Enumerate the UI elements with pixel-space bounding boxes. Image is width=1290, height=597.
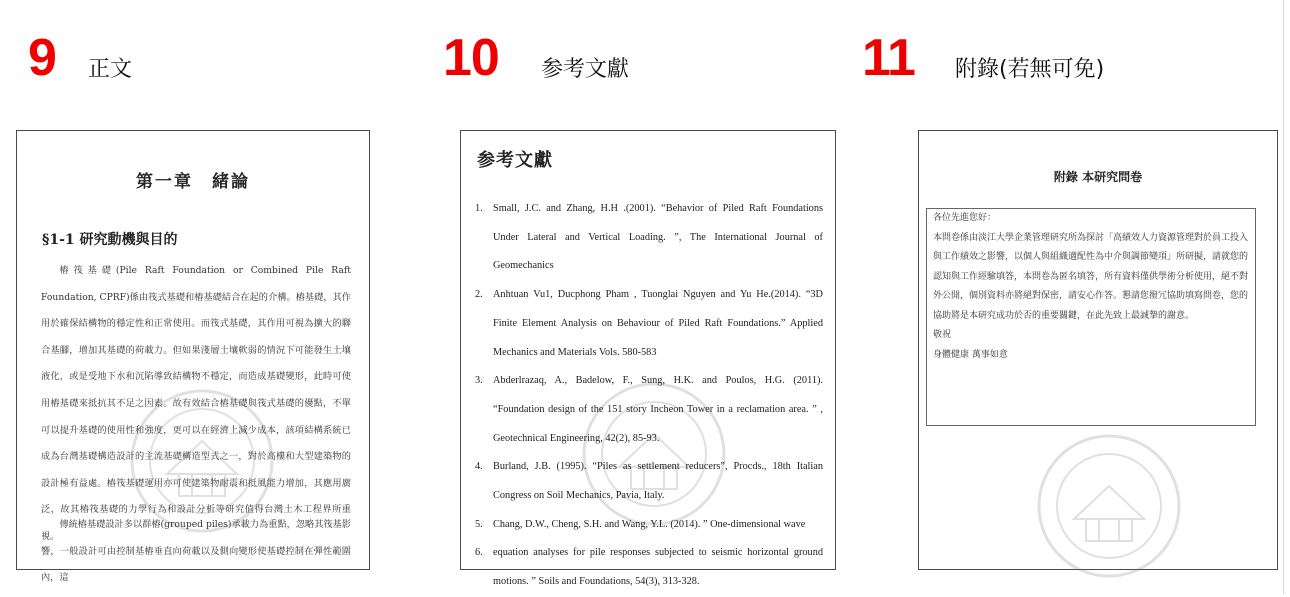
- appendix-page: [918, 130, 1278, 570]
- reference-text: equation analyses for pile responses subjected to seismic horizontal ground motions. ” Soils and Foundations, 54(3), 313-328.: [493, 547, 823, 588]
- main-text-page: [16, 130, 370, 584]
- references-title: 参考文獻: [477, 150, 553, 171]
- section-title-main-text: 正文: [88, 57, 133, 82]
- reference-item: [475, 281, 823, 367]
- reference-text: Abderlrazaq, A., Badelow, F., Sung, H.K. and Poulos, H.G. (2011). “Foundation design of the 151 story Incheon Tower in a reclamation area. ” , Geotechnical Engineering, 42(2), 85-93.: [493, 375, 823, 444]
- section-title-appendix: 附錄(若無可免): [955, 57, 1105, 82]
- reference-number: 1.: [475, 203, 483, 214]
- reference-text: Small, J.C. and Zhang, H.H .(2001). “Behavior of Piled Raft Foundations Under Lateral and Vertical Loading. ”, The International Journal of Geomechanics: [493, 203, 823, 272]
- greeting-line: 各位先進您好：: [933, 213, 997, 223]
- closing-line: 敬祝: [933, 330, 952, 340]
- reference-item: [475, 195, 823, 281]
- section-heading: §1-1 研究動機與目的: [42, 232, 178, 248]
- reference-text: Anhtuan Vu1, Ducphong Pham , Tuonglai Nguyen and Yu He.(2014). “3D Finite Element Analysis on Behaviour of Piled Raft Foundations.” Applied Mechanics and Materials Vols. 580-583: [493, 289, 823, 358]
- body-paragraph-2: 傳統樁基礎設計多以群樁(grouped piles)承載力為重點，忽略其筏基影響，一般設計可由控制基樁垂直向荷載以及側向變形使基礎控制在彈性範圍內，這: [41, 519, 351, 584]
- reference-number: 3.: [475, 375, 483, 387]
- section-number-10: 10: [443, 29, 499, 87]
- appendix-title: 附錄 本研究問卷: [1053, 170, 1143, 184]
- body-paragraph-1: 樁筏基礎(Pile Raft Foundation or Combined Pile Raft Foundation, CPRF)係由筏式基礎和樁基礎結合在起的介構。樁基礎，其作用於確保結構物的穩定性和正常使用。而筏式基礎，其作用可視為擴大的聯合基腳，增加其基礎的荷載力。但如果淺層土壤軟弱的情況下可能發生土壤液化，或是受地下水和沉陷導致結構物不穩定，而造成基礎變形，此時可使用樁基礎來抵抗其不足之因素。故有效結合樁基礎與筏式基礎的優點，不單可以提升基礎的使用性和強度，更可以在經濟上減少成本，該項結構系統已成為台灣基礎構造設計的主流基礎構造型式之一，對於高樓和大型建築物的設計極有益處。樁筏基礎運用亦可使建築物耐震和抵風能力增加，其應用廣泛，故其樁筏基礎的力學行為和設計分析等研究值得台灣土木工程界所重視。: [41, 265, 351, 542]
- reference-item: [475, 539, 823, 596]
- letter-body: 本問卷係由淡江大學企業管理研究所為探討「高績效人力資源管理對於員工投入與工作績效之影響，以個人與組織適配性為中介與調節變項」所研擬，請就您的認知與工作經驗填答，本問卷為匿名填答，所有資料僅供學術分析使用，絕不對外公開，個別資料亦將絕對保密，請安心作答。懇請您撥冗協助填寫問卷，您的協助將是本研究成功於否的重要關鍵，在此先致上最誠摯的謝意。: [933, 232, 1249, 321]
- section-number-11: 11: [862, 29, 915, 87]
- section-number-9: 9: [28, 29, 56, 87]
- wishes-line: 身體健康 萬事如意: [933, 349, 1008, 360]
- section-title-references: 参考文獻: [541, 57, 630, 82]
- reference-number: 6.: [475, 547, 483, 559]
- university-seal-watermark: [1034, 431, 1184, 581]
- reference-number: 5.: [475, 518, 483, 530]
- reference-text: Burland, J.B. (1995). “Piles as settlement reducers”, Procds., 18th Italian Congress on Soil Mechanics, Pavia, Italy.: [493, 461, 823, 502]
- reference-number: 2.: [475, 289, 483, 301]
- reference-list: [475, 195, 823, 597]
- reference-text: Chang, D.W., Cheng, S.H. and Wang, Y.L. (2014). ” One-dimensional wave: [493, 518, 806, 530]
- reference-number: 4.: [475, 461, 483, 473]
- references-page: [460, 130, 836, 588]
- page-edge: [1283, 0, 1284, 594]
- questionnaire-letter-box: [926, 208, 1256, 426]
- chapter-title: 第一章 緒論: [136, 172, 250, 192]
- reference-item: [475, 511, 823, 540]
- reference-item: [475, 367, 823, 453]
- reference-item: [475, 453, 823, 510]
